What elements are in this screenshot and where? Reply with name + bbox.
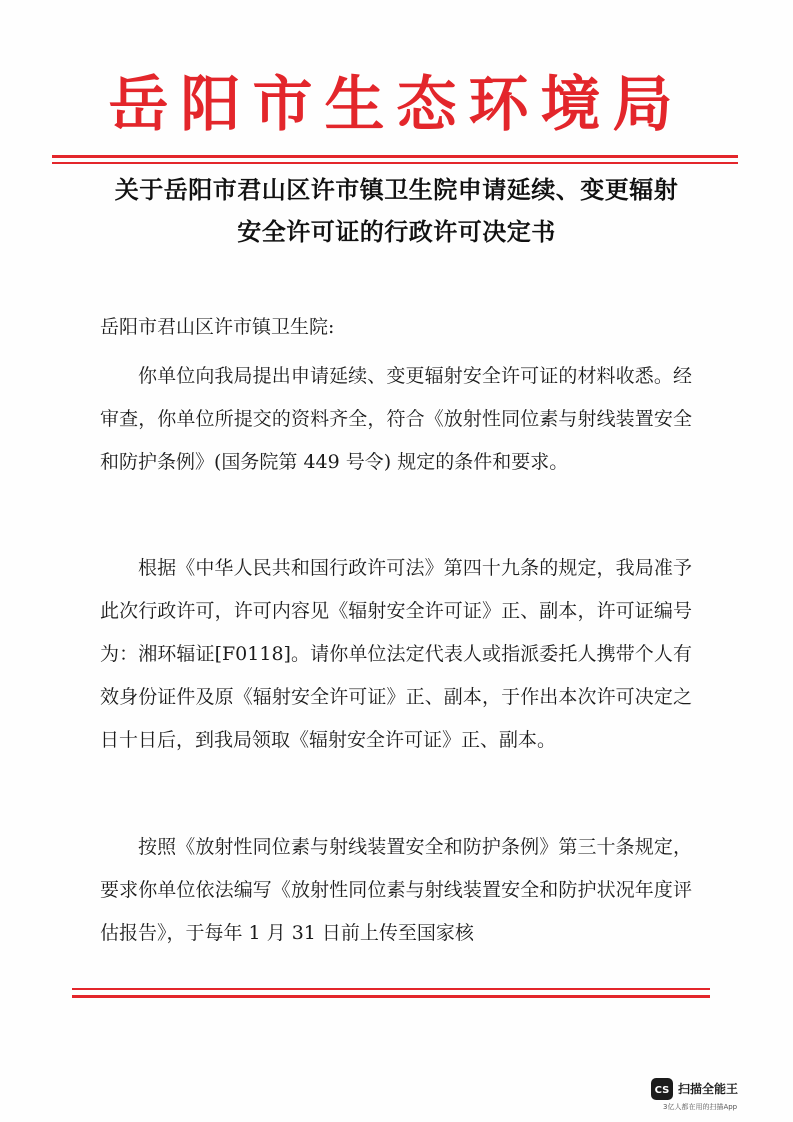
document-title-line-2: 安全许可证的行政许可决定书 <box>237 218 556 246</box>
letterhead-title: 岳阳市生态环境局 <box>108 70 685 140</box>
body-paragraph-3: 按照《放射性同位素与射线装置安全和防护条例》第三十条规定，要求你单位依法编写《放射性同位素与射线装置安全和防护状况年度评估报告》，于每年 1 月 31 日前上传至国家核 <box>100 836 692 944</box>
body-paragraph-1: 你单位向我局提出申请延续、变更辐射安全许可证的材料收悉。经审查，你单位所提交的资料齐全，符合《放射性同位素与射线装置安全和防护条例》(国务院第 449 号令) 规定的条件和要求。 <box>100 365 692 473</box>
camscanner-logo-glyph <box>651 1078 673 1100</box>
letterhead-divider-thin <box>52 162 738 164</box>
salutation: 岳阳市君山区许市镇卫生院: <box>100 316 335 338</box>
letterhead-divider-thick <box>52 155 738 158</box>
body-paragraph-2: 根据《中华人民共和国行政许可法》第四十九条的规定，我局准予此次行政许可，许可内容见《辐射安全许可证》正、副本，许可证编号为：湘环辐证[F0118]。请你单位法定代表人或指派委托人携带个人有效身份证件及原《辐射安全许可证》正、副本，于作出本次许可决定之日十日后，到我局领取《辐射安全许可证》正、副本。 <box>100 557 692 751</box>
footer-divider-thick <box>72 995 710 998</box>
footer-divider-thin <box>72 988 710 990</box>
camscanner-logo-text: CS <box>654 1085 670 1096</box>
watermark-app-name: 扫描全能王 <box>678 1082 739 1096</box>
document-title-line-1: 关于岳阳市君山区许市镇卫生院申请延续、变更辐射 <box>114 176 679 204</box>
camscanner-logo-icon <box>651 1078 673 1100</box>
watermark-tagline: 3亿人都在用的扫描App <box>663 1103 738 1111</box>
scanner-watermark <box>651 1074 771 1114</box>
